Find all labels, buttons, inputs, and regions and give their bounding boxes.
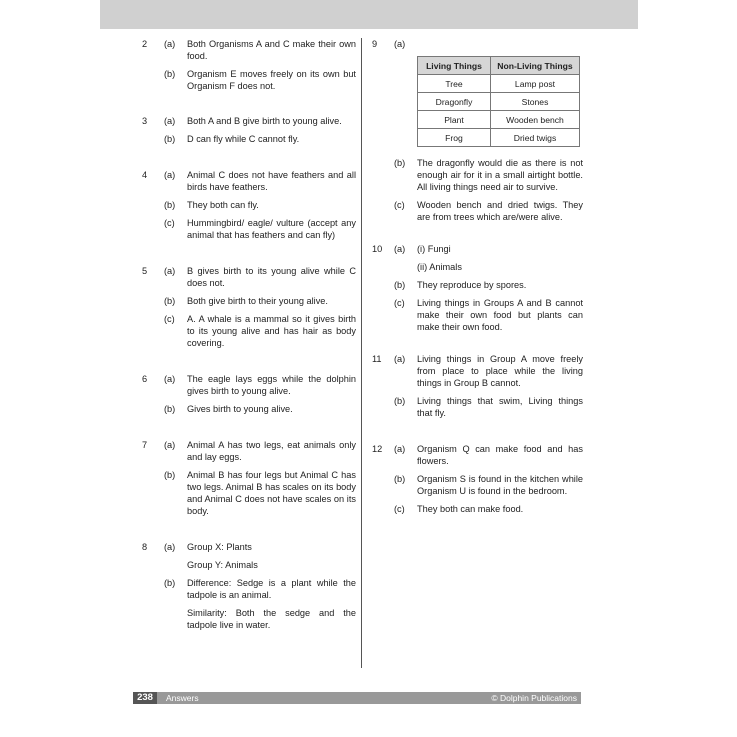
answer-body — [417, 503, 583, 515]
part-label: (b) — [394, 158, 406, 168]
answer-body — [187, 469, 356, 517]
part-label: (b) — [394, 474, 406, 484]
answer-body — [187, 169, 356, 193]
question-body — [164, 439, 356, 523]
question-8 — [138, 541, 356, 637]
part-label: (a) — [164, 542, 176, 552]
answer-text: Group Y: Animals — [187, 560, 258, 570]
table-cell: Wooden bench — [491, 111, 580, 129]
table-cell: Frog — [418, 129, 491, 147]
table-row — [418, 93, 580, 111]
table-header: Non-Living Things — [491, 57, 580, 75]
part-label: (c) — [394, 200, 405, 210]
answer-part — [164, 313, 356, 349]
page-number: 238 — [133, 692, 157, 704]
answer-part — [164, 217, 356, 241]
table-row — [418, 129, 580, 147]
answer-text: Hummingbird/ eagle/ vulture (accept any animal that has feathers and can fly) — [187, 218, 356, 240]
table-cell: Stones — [491, 93, 580, 111]
part-label: (b) — [164, 404, 176, 414]
answer-text: The dragonfly would die as there is not enough air for it in a small airtight bottle. All living things need air to survive. — [417, 158, 583, 192]
answer-part — [394, 297, 583, 333]
top-header-bar — [100, 0, 638, 29]
answer-text: Difference: Sedge is a plant while the tadpole is an animal. — [187, 578, 356, 600]
answer-part — [394, 443, 583, 467]
question-2 — [138, 38, 356, 98]
answer-body — [417, 297, 583, 333]
question-number: 7 — [142, 440, 148, 450]
answer-text: Animal B has four legs but Animal C has two legs. Animal B has scales on its body and Animal C does not have scales on its body. — [187, 470, 356, 516]
question-body — [164, 541, 356, 637]
question-10 — [368, 243, 583, 339]
part-label: (a) — [394, 354, 406, 364]
part-label: (b) — [164, 578, 176, 588]
question-body — [394, 443, 583, 521]
answer-text: D can fly while C cannot fly. — [187, 134, 300, 144]
answer-text: A. A whale is a mammal so it gives birth to its young alive and has hair as body covering. — [187, 314, 356, 348]
question-number: 4 — [142, 170, 148, 180]
question-body — [164, 38, 356, 98]
answer-part — [164, 439, 356, 463]
answer-body — [187, 217, 356, 241]
answer-text: Similarity: Both the sedge and the tadpole live in water. — [187, 608, 356, 630]
question-number: 5 — [142, 266, 148, 276]
answer-text: Living things in Group A move freely from place to place while the living things in Group B cannot. — [417, 354, 583, 388]
question-4 — [138, 169, 356, 247]
question-number: 10 — [372, 244, 383, 254]
answer-part — [164, 133, 356, 145]
question-body — [394, 353, 583, 425]
table-header: Living Things — [418, 57, 491, 75]
answer-part — [164, 541, 356, 571]
answer-body — [187, 115, 356, 127]
part-label: (b) — [394, 396, 406, 406]
question-body — [164, 373, 356, 421]
answer-body — [417, 157, 583, 193]
part-label: (a) — [164, 266, 176, 276]
question-body — [164, 265, 356, 355]
answer-text: Both A and B give birth to young alive. — [187, 116, 342, 126]
table-cell: Tree — [418, 75, 491, 93]
table-cell: Dragonfly — [418, 93, 491, 111]
part-label: (b) — [394, 280, 406, 290]
question-12 — [368, 443, 583, 521]
question-9 — [368, 38, 583, 229]
part-label: (b) — [164, 296, 176, 306]
part-label: (a) — [394, 444, 406, 454]
answer-text: Organism S is found in the kitchen while Organism U is found in the bedroom. — [417, 474, 583, 496]
footer-section-title: Answers — [166, 693, 199, 703]
answer-part — [394, 157, 583, 193]
answer-part — [164, 577, 356, 631]
answer-text: Wooden bench and dried twigs. They are from trees which are/were alive. — [417, 200, 583, 222]
answer-text: Group X: Plants — [187, 542, 252, 552]
answer-body — [417, 395, 583, 419]
question-number: 6 — [142, 374, 148, 384]
answer-body — [187, 68, 356, 92]
answer-part — [164, 199, 356, 211]
question-number: 9 — [372, 39, 378, 49]
part-label: (c) — [164, 314, 175, 324]
question-number: 12 — [372, 444, 383, 454]
answer-part — [164, 373, 356, 397]
footer-publisher: © Dolphin Publications — [491, 693, 577, 703]
answer-body — [187, 265, 356, 289]
left-answer-column — [138, 38, 356, 651]
answer-part — [164, 68, 356, 92]
answer-text: Animal C does not have feathers and all birds have feathers. — [187, 170, 356, 192]
answer-text: (i) Fungi — [417, 244, 451, 254]
question-number: 3 — [142, 116, 148, 126]
table-cell: Plant — [418, 111, 491, 129]
answer-body — [187, 313, 356, 349]
question-5 — [138, 265, 356, 355]
answer-body — [417, 199, 583, 223]
answer-part — [394, 279, 583, 291]
part-label: (b) — [164, 470, 176, 480]
answer-text: Animal A has two legs, eat animals only and lay eggs. — [187, 440, 356, 462]
answer-part — [394, 199, 583, 223]
part-label: (b) — [164, 69, 176, 79]
part-label: (a) — [394, 39, 406, 49]
question-11 — [368, 353, 583, 425]
answer-text: Living things that swim, Living things that fly. — [417, 396, 583, 418]
question-number: 11 — [372, 354, 382, 364]
answer-body — [187, 133, 356, 145]
question-number: 8 — [142, 542, 148, 552]
part-label: (c) — [164, 218, 175, 228]
answer-body — [187, 373, 356, 397]
answer-text: Organism Q can make food and has flowers. — [417, 444, 583, 466]
answer-body — [417, 443, 583, 467]
answer-body — [187, 439, 356, 463]
answer-text: (ii) Animals — [417, 262, 462, 272]
page-footer — [133, 692, 581, 704]
question-6 — [138, 373, 356, 421]
table-row — [418, 75, 580, 93]
part-label: (a) — [394, 244, 406, 254]
part-label: (a) — [164, 440, 176, 450]
question-body — [164, 115, 356, 151]
part-label: (c) — [394, 298, 405, 308]
answer-part — [394, 395, 583, 419]
answer-text: B gives birth to its young alive while C does not. — [187, 266, 356, 288]
answer-body — [417, 279, 583, 291]
answer-text: Both give birth to their young alive. — [187, 296, 328, 306]
answer-part — [164, 115, 356, 127]
question-3 — [138, 115, 356, 151]
answer-body — [187, 199, 356, 211]
answer-part — [394, 473, 583, 497]
answer-body — [187, 577, 356, 631]
table-row — [418, 111, 580, 129]
answer-text: Both Organisms A and C make their own food. — [187, 39, 356, 61]
right-answer-column — [368, 38, 583, 535]
answer-body — [187, 541, 356, 571]
answer-body — [187, 403, 356, 415]
living-things-table — [417, 56, 580, 147]
part-label: (a) — [164, 170, 176, 180]
answer-body — [417, 353, 583, 389]
answer-text: They reproduce by spores. — [417, 280, 527, 290]
answer-text: They both can make food. — [417, 504, 524, 514]
part-label: (a) — [164, 39, 176, 49]
answer-part — [164, 169, 356, 193]
part-label: (b) — [164, 200, 176, 210]
column-divider — [361, 38, 362, 668]
answer-body — [187, 38, 356, 62]
answer-part — [394, 353, 583, 389]
answer-part — [164, 469, 356, 517]
part-label: (c) — [394, 504, 405, 514]
question-number: 2 — [142, 39, 148, 49]
part-label: (b) — [164, 134, 176, 144]
question-body — [164, 169, 356, 247]
answer-part — [164, 265, 356, 289]
table-cell: Lamp post — [491, 75, 580, 93]
table-cell: Dried twigs — [491, 129, 580, 147]
answer-text: Living things in Groups A and B cannot make their own food but plants can make their own food. — [417, 298, 583, 332]
question-7 — [138, 439, 356, 523]
part-label: (a) — [164, 116, 176, 126]
answer-part — [394, 503, 583, 515]
answer-text: Organism E moves freely on its own but Organism F does not. — [187, 69, 356, 91]
answer-part — [164, 295, 356, 307]
answer-part — [164, 38, 356, 62]
part-label: (a) — [164, 374, 176, 384]
answer-text: They both can fly. — [187, 200, 259, 210]
answer-body — [417, 473, 583, 497]
answer-text: Gives birth to young alive. — [187, 404, 293, 414]
answer-body — [187, 295, 356, 307]
answer-part — [164, 403, 356, 415]
answer-text: The eagle lays eggs while the dolphin gives birth to young alive. — [187, 374, 356, 396]
